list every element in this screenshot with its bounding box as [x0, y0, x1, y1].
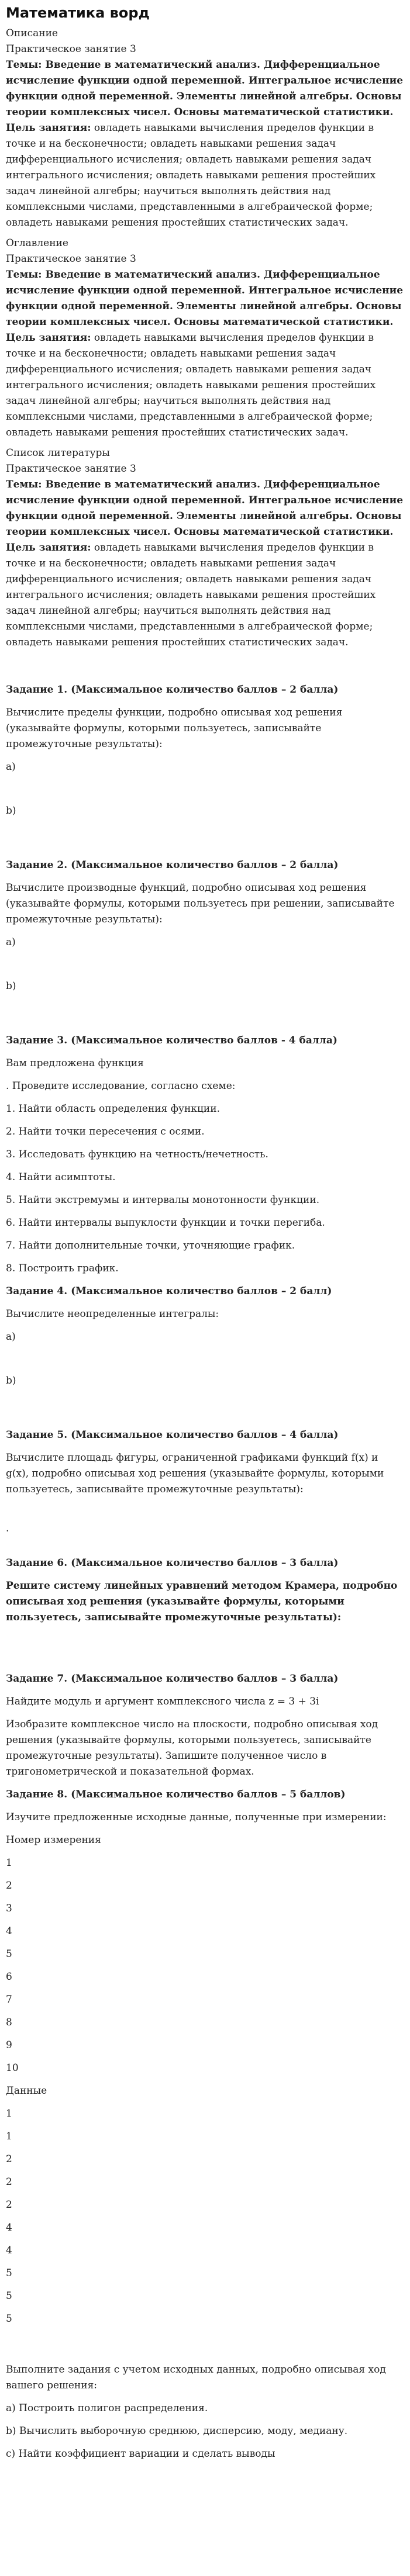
task3-step: 6. Найти интервалы выпуклости функции и точки перегиба.	[6, 1217, 325, 1229]
section-subtitle: Практическое занятие 3	[6, 253, 136, 265]
section-topics	[6, 267, 404, 330]
task1-text: Вычислите пределы функции, подробно описывая ход решения (указывайте формулы, которыми пользуетесь, записывайте промежуточные результаты):	[6, 707, 343, 750]
task8-item: b) Вычислить выборочную среднюю, дисперсию, моду, медиану.	[6, 2425, 348, 2437]
task2-text: Вычислите производные функций, подробно описывая ход решения (указывайте формулы, которыми пользуетесь при решении, записывайте промежуточные результаты):	[6, 882, 395, 925]
section-goal	[6, 120, 404, 231]
task8-measure: 3	[6, 1903, 12, 1914]
topics-label: Темы:	[6, 479, 42, 490]
task7-line2: Изобразите комплексное число на плоскости, подробно описывая ход решения (указывайте формулы, которыми пользуетесь, записывайте промежуточные результаты). Запишите полученное число в тригонометрической и показательной формах.	[6, 1719, 378, 1778]
task8-data-label: Данные	[6, 2085, 47, 2097]
task8-data-value: 5	[6, 2313, 12, 2325]
task8-measure-label: Номер измерения	[6, 1834, 101, 1846]
goal-text: овладеть навыками вычисления пределов функции в точке и на бесконечности; овладеть навыками решения задач дифференциального исчисления; овладеть навыками решения задач интегрального исчисления; овладеть навыками решения простейших задач линейной алгебры; научиться выполнять действия над комплексными числами, представленными в алгебраической форме; овладеть навыками решения простейших статистических задач.	[6, 122, 376, 229]
task8-data-value: 1	[6, 2108, 12, 2119]
task1-item-a: а)	[6, 761, 16, 773]
task7-line1: Найдите модуль и аргумент комплексного числа z = 3 + 3i	[6, 1696, 319, 1707]
task2-item-b: b)	[6, 980, 16, 992]
section-goal	[6, 540, 404, 651]
task6-text: Решите систему линейных уравнений методом Крамера, подробно описывая ход решения (указывайте формулы, которыми пользуетесь, записывайте промежуточные результаты):	[6, 1580, 398, 1623]
task7-title: Задание 7. (Максимальное количество баллов – 3 балла)	[6, 1673, 339, 1685]
task2-title: Задание 2. (Максимальное количество баллов – 2 балла)	[6, 859, 339, 871]
task5-dot: .	[6, 1523, 9, 1534]
topics-text: Введение в математический анализ. Дифференциальное исчисление функции одной переменной. Интегральное исчисление функции одной переменной. Элементы линейной алгебры. Основы теории комплексных чисел. Основы математической статистики.	[6, 479, 404, 538]
task3-step: 3. Исследовать функцию на четность/нечетность.	[6, 1149, 268, 1160]
task8-title: Задание 8. (Максимальное количество баллов – 5 баллов)	[6, 1789, 346, 1800]
task8-measure: 1	[6, 1857, 12, 1869]
task1-title: Задание 1. (Максимальное количество баллов – 2 балла)	[6, 684, 339, 696]
task8-data-value: 5	[6, 2267, 12, 2279]
topics-label: Темы:	[6, 269, 42, 281]
section-contents	[6, 236, 404, 441]
task2-item-a: а)	[6, 936, 16, 948]
task8-after: Выполните задания с учетом исходных данных, подробно описывая ход вашего решения:	[6, 2364, 386, 2391]
task3-scheme: . Проведите исследование, согласно схеме:	[6, 1080, 236, 1092]
task8-item: c) Найти коэффициент вариации и сделать выводы	[6, 2448, 275, 2460]
task3-intro: Вам предложена функция	[6, 1057, 144, 1069]
task4-title: Задание 4. (Максимальное количество баллов – 2 балл)	[6, 1285, 332, 1297]
task8-data-value: 2	[6, 2153, 12, 2165]
section-label: Оглавление	[6, 237, 68, 249]
task8-data-value: 4	[6, 2222, 12, 2233]
task8-measure: 10	[6, 2062, 19, 2074]
task3-step: 7. Найти дополнительные точки, уточняющие график.	[6, 1240, 295, 1251]
task4-item-a: а)	[6, 1331, 16, 1343]
topics-label: Темы:	[6, 59, 42, 71]
task3-title: Задание 3. (Максимальное количество баллов - 4 балла)	[6, 1035, 337, 1046]
task8-measure: 5	[6, 1948, 12, 1960]
task3-step: 1. Найти область определения функции.	[6, 1103, 220, 1115]
task8-item: а) Построить полигон распределения.	[6, 2402, 208, 2414]
task8-data-value: 5	[6, 2290, 12, 2302]
task3-step: 8. Построить график.	[6, 1263, 119, 1274]
task5-title: Задание 5. (Максимальное количество баллов – 4 балла)	[6, 1429, 339, 1441]
task6-title: Задание 6. (Максимальное количество баллов – 3 балла)	[6, 1557, 339, 1569]
document-title: Математика ворд	[6, 5, 150, 21]
section-references	[6, 445, 404, 651]
section-goal	[6, 330, 404, 441]
task5-text: Вычислите площадь фигуры, ограниченной графиками функций f(x) и g(x), подробно описывая ход решения (указывайте формулы, которыми пользуетесь, записывайте промежуточные результаты):	[6, 1452, 384, 1495]
task8-data-value: 2	[6, 2176, 12, 2188]
goal-label: Цель занятия:	[6, 122, 91, 134]
section-description	[6, 26, 404, 231]
task3-step: 4. Найти асимптоты.	[6, 1171, 116, 1183]
section-label: Описание	[6, 27, 58, 39]
task8-measure: 4	[6, 1925, 12, 1937]
task8-measure: 2	[6, 1880, 12, 1892]
task8-text: Изучите предложенные исходные данные, полученные при измерении:	[6, 1811, 387, 1823]
task3-step: 2. Найти точки пересечения с осями.	[6, 1126, 205, 1137]
section-topics	[6, 477, 404, 540]
task8-measure: 8	[6, 2017, 12, 2028]
goal-label: Цель занятия:	[6, 542, 91, 554]
task3-step: 5. Найти экстремумы и интервалы монотонности функции.	[6, 1194, 320, 1206]
task8-measure: 6	[6, 1971, 12, 1983]
task8-data-value: 4	[6, 2245, 12, 2256]
topics-text: Введение в математический анализ. Дифференциальное исчисление функции одной переменной. Интегральное исчисление функции одной переменной. Элементы линейной алгебры. Основы теории комплексных чисел. Основы математической статистики.	[6, 59, 404, 118]
task4-item-b: b)	[6, 1375, 16, 1386]
goal-label: Цель занятия:	[6, 332, 91, 344]
task8-data-value: 1	[6, 2131, 12, 2142]
task1-item-b: b)	[6, 805, 16, 817]
topics-text: Введение в математический анализ. Дифференциальное исчисление функции одной переменной. Интегральное исчисление функции одной переменной. Элементы линейной алгебры. Основы теории комплексных чисел. Основы математической статистики.	[6, 269, 404, 328]
task4-text: Вычислите неопределенные интегралы:	[6, 1308, 219, 1320]
section-subtitle: Практическое занятие 3	[6, 43, 136, 55]
goal-text: овладеть навыками вычисления пределов функции в точке и на бесконечности; овладеть навыками решения задач дифференциального исчисления; овладеть навыками решения задач интегрального исчисления; овладеть навыками решения простейших задач линейной алгебры; научиться выполнять действия над комплексными числами, представленными в алгебраической форме; овладеть навыками решения простейших статистических задач.	[6, 542, 376, 648]
task8-measure: 7	[6, 1994, 12, 2006]
task8-data-value: 2	[6, 2199, 12, 2211]
section-topics	[6, 57, 404, 120]
goal-text: овладеть навыками вычисления пределов функции в точке и на бесконечности; овладеть навыками решения задач дифференциального исчисления; овладеть навыками решения задач интегрального исчисления; овладеть навыками решения простейших задач линейной алгебры; научиться выполнять действия над комплексными числами, представленными в алгебраической форме; овладеть навыками решения простейших статистических задач.	[6, 332, 376, 438]
section-subtitle: Практическое занятие 3	[6, 463, 136, 475]
section-label: Список литературы	[6, 447, 110, 459]
task8-measure: 9	[6, 2039, 12, 2051]
